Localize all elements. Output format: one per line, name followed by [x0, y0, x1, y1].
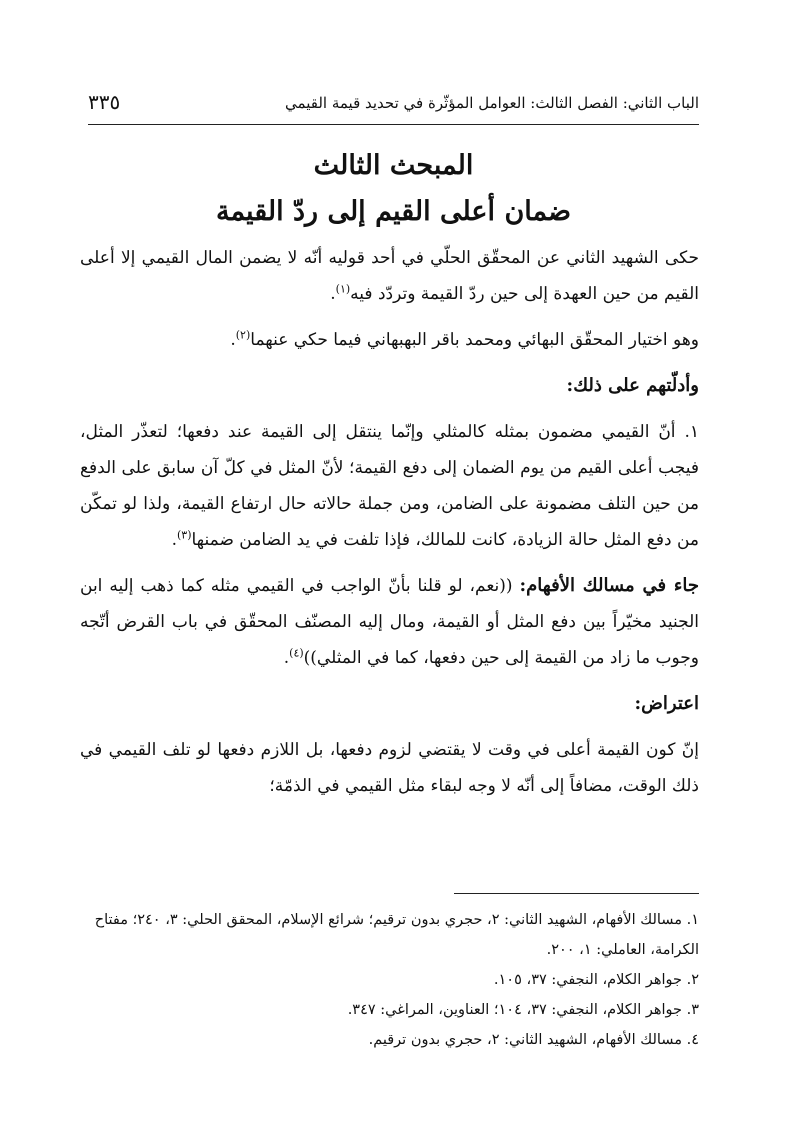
paragraph-3 [80, 414, 699, 558]
paragraph-5-text: إنّ كون القيمة أعلى في وقت لا يقتضي لزوم دفعها، بل اللازم دفعها لو تلف القيمي في ذلك الوقت، مضافاً إلى أنّه لا وجه لبقاء مثل القيمي في الذمّة؛ [80, 740, 699, 796]
paragraph-4 [80, 568, 699, 676]
paragraph-2 [80, 322, 699, 358]
paragraph-5 [80, 732, 699, 804]
chapter-title: الباب الثاني: الفصل الثالث: العوامل المؤثّرة في تحديد قيمة القيمي [285, 94, 699, 112]
paragraph-3-end: . [171, 530, 177, 550]
footnote-4: ٤. مسالك الأفهام، الشهيد الثاني: ٢، حجري بدون ترقيم. [368, 1032, 699, 1048]
quote-source-label: جاء في مسالك الأفهام: [519, 575, 699, 596]
section-subheading: ضمان أعلى القيم إلى ردّ القيمة [215, 196, 572, 227]
footnote-1: ١. مسالك الأفهام، الشهيد الثاني: ٢، حجري بدون ترقيم؛ شرائع الإسلام، المحقق الحلي: ٣، ٢٤٠؛ مفتاح الكرامة، العاملي: ١، ٢٠٠. [94, 912, 699, 958]
footnote-ref-3: (٣) [176, 528, 192, 542]
evidence-heading: وأدلّتهم على ذلك: [566, 375, 699, 396]
page-number: ٣٣٥ [88, 90, 121, 114]
footnotes [80, 905, 699, 1055]
main-text [80, 240, 699, 814]
running-header [88, 88, 699, 125]
paragraph-3-text: ١. أنّ القيمي مضمون بمثله كالمثلي وإنّما ينتقل إلى القيمة عند دفعها؛ لتعذّر المثل، فيجب أعلى القيم من يوم الضمان إلى دفع القيمة؛ لأنّ المثل في كلّ آن سابق على الدفع من حين التلف مضمونة على الضامن، ومن جملة حالاته حال ارتفاع القيمة، ولذا لو تمكّن من دفع المثل حالة الزيادة، كانت للمالك، فإذا تلفت في يد الضامن ضمنها [80, 422, 699, 550]
paragraph-1 [80, 240, 699, 312]
paragraph-4-text: ((نعم، لو قلنا بأنّ الواجب في القيمي مثله كما ذهب إليه ابن الجنيد مخيّراً بين دفع المثل أو القيمة، ومال إليه المصنّف المحقّق في باب القرض أتّجه وجوب ما زاد من القيمة إلى حين دفعها، كما في المثلي)) [80, 576, 699, 668]
paragraph-4-end: . [283, 648, 290, 668]
paragraph-1-end: . [330, 284, 336, 304]
footnote-3: ٣. جواهر الكلام، النجفي: ٣٧، ١٠٤؛ العناوين، المراغي: ٣٤٧. [347, 1002, 699, 1018]
footnote-ref-4: (٤) [289, 646, 304, 660]
section-heading: المبحث الثالث [313, 150, 474, 181]
footnote-ref-1: (١) [335, 282, 351, 296]
footnote-2: ٢. جواهر الكلام، النجفي: ٣٧، ١٠٥. [493, 972, 699, 988]
footnote-divider [454, 893, 699, 894]
paragraph-2-text: وهو اختيار المحقّق البهائي ومحمد باقر البهبهاني فيما حكي عنهما [250, 330, 699, 350]
footnote-ref-2: (٢) [235, 328, 251, 342]
objection-heading: اعتراض: [634, 693, 699, 714]
paragraph-1-text: حكى الشهيد الثاني عن المحقّق الحلّي في أحد قوليه أنّه لا يضمن المال القيمي إلا أعلى القيم من حين العهدة إلى حين ردّ القيمة وتردّد فيه [80, 248, 699, 304]
paragraph-2-end: . [230, 330, 236, 350]
